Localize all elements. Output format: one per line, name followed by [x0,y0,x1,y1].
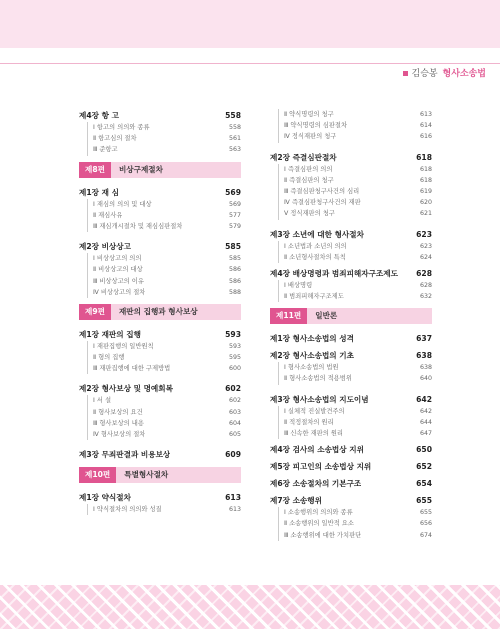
page-number: 632 [419,293,432,301]
header-author: 김승봉 [411,69,438,79]
page-number: 621 [419,210,432,218]
entry-title: 제2장 형사소송법의 기초 [270,351,354,361]
spacer [79,232,241,240]
chapter-entry [270,460,432,473]
page-number: 624 [419,253,432,261]
page-number: 577 [228,211,241,219]
entry-title: 제2장 형사보상 및 명예회복 [79,384,173,394]
page-number: 569 [228,200,241,208]
page-number: 637 [416,334,432,344]
chapter-entry [79,328,241,341]
section-entry [87,122,241,133]
running-header [403,66,486,79]
page-number: 628 [419,281,432,289]
part-title: 재판의 집행과 형사보상 [111,304,241,320]
chapter-entry [270,477,432,490]
entry-title: Ⅰ 배상명령 [284,281,313,289]
entry-title: Ⅰ 재판집행의 일반원칙 [93,342,154,350]
entry-title: Ⅱ 형의 집행 [93,354,125,362]
entry-title: 제4장 항 고 [79,111,119,120]
entry-title: 제2장 비상상고 [79,242,131,252]
chapter-entry [79,448,241,461]
entry-title: 제1장 약식절차 [79,493,131,503]
page-number: 586 [228,266,241,274]
header-book-title: 형사소송법 [442,69,486,79]
section-entry [87,264,241,275]
entry-title: 제2장 즉결심판절차 [270,152,337,162]
section-entry [278,208,432,219]
part-heading [270,308,432,324]
section-entry [278,518,432,529]
page-number: 642 [419,407,432,415]
header-rule [0,63,500,64]
top-color-band [0,0,500,48]
section-entry [87,418,241,429]
chapter-entry [270,332,432,345]
entry-title: 제3장 소년에 대한 형사절차 [270,229,364,239]
page-number: 623 [416,229,432,239]
chapter-entry [270,443,432,456]
entry-title: Ⅲ 즉결심판청구사건의 심리 [284,187,360,195]
page-number: 558 [225,111,241,120]
entry-title: Ⅳ 즉결심판청구사건의 재판 [284,199,361,207]
spacer [79,374,241,382]
section-entry [278,197,432,208]
entry-title: Ⅱ 소송행위의 일반적 요소 [284,520,354,528]
entry-title: 제1장 형사소송법의 성격 [270,334,354,344]
section-entry [87,253,241,264]
section-entry [278,428,432,439]
chapter-entry [270,228,432,241]
entry-title: Ⅲ 재심개시절차 및 재심심판절차 [93,222,183,230]
section-entry [87,221,241,232]
part-heading [79,304,241,320]
section-entry [87,504,241,515]
entry-title: Ⅰ 비상상고의 의의 [93,255,142,263]
entry-title: 제1장 재판의 집행 [79,329,141,339]
entry-title: 제5장 피고인의 소송법상 지위 [270,462,372,472]
page-number: 602 [225,384,241,394]
chapter-entry [79,186,241,199]
entry-title: Ⅱ 항고심의 절차 [93,135,137,143]
entry-title: Ⅲ 재판집행에 대한 구제방법 [93,365,171,373]
section-entry [278,120,432,131]
toc-right-column [270,109,432,541]
page-number: 613 [225,493,241,503]
page-number: 644 [419,418,432,426]
part-title: 특별형사절차 [116,467,241,483]
entry-title: Ⅱ 범죄피해자구조제도 [284,293,344,301]
section-entry [278,507,432,518]
page-number: 655 [419,509,432,517]
page-number: 618 [419,165,432,173]
section-entry [278,131,432,142]
entry-title: Ⅱ 형사소송법의 적용범위 [284,375,352,383]
part-number: 제11편 [270,308,307,324]
entry-title: Ⅰ 즉결심판의 의의 [284,165,333,173]
section-entry [87,133,241,144]
page-number: 638 [416,351,432,361]
entry-title: 제4장 검사의 소송법상 지위 [270,445,364,455]
page-number: 585 [225,242,241,252]
entry-title: Ⅲ 신속한 재판의 원리 [284,430,344,437]
page-number: 569 [225,187,241,197]
bottom-pattern-band [0,585,500,629]
entry-title: 제3장 무죄판결과 비용보상 [79,450,171,460]
page-number: 638 [419,364,432,372]
page-number: 585 [228,255,241,263]
entry-title: Ⅲ 비상상고의 이유 [93,277,144,285]
section-entry [278,241,432,252]
section-entry [278,406,432,417]
entry-title: Ⅱ 소년형사절차의 특칙 [284,253,346,261]
page-number: 593 [225,329,241,339]
entry-title: Ⅰ 소송행위의 의의와 종류 [284,509,353,517]
page-number: 623 [419,242,432,250]
section-entry [278,175,432,186]
part-heading [79,162,241,178]
entry-title: Ⅱ 비상상고의 대상 [93,266,143,274]
chapter-entry [270,151,432,164]
section-entry [87,287,241,298]
page-number: 618 [419,176,432,184]
page-number: 603 [228,408,241,416]
page-number: 619 [419,187,432,195]
entry-title: Ⅱ 적정절차의 원리 [284,418,334,426]
page-number: 650 [416,445,432,455]
section-entry [278,186,432,197]
page-number: 655 [416,496,432,506]
page-number: 652 [416,462,432,472]
entry-title: 제1장 재 심 [79,187,119,197]
entry-title: 제4장 배상명령과 범죄피해자구조제도 [270,268,398,278]
section-entry [87,210,241,221]
chapter-entry [79,240,241,253]
part-heading [79,467,241,483]
entry-title: Ⅲ 형사보상의 내용 [93,419,144,427]
entry-title: Ⅲ 소송행위에 대한 가치판단 [284,531,362,539]
page-number: 616 [419,133,432,141]
page-number: 595 [228,354,241,362]
entry-title: Ⅴ 정식재판의 청구 [284,210,335,218]
page-number: 656 [419,520,432,528]
entry-title: Ⅰ 약식절차의 의의와 성질 [93,506,162,514]
entry-title: Ⅱ 약식명령의 청구 [284,111,334,118]
section-entry [87,407,241,418]
section-entry [278,530,432,541]
part-title: 일반론 [307,308,432,324]
chapter-entry [270,267,432,280]
page-number: 654 [416,479,432,489]
page-number: 642 [416,394,432,404]
page-number: 602 [228,397,241,405]
page-number: 609 [225,450,241,460]
part-number: 제9편 [79,304,111,320]
page-number: 614 [419,122,432,130]
spacer [79,440,241,448]
page-number: 561 [228,135,241,143]
part-number: 제8편 [79,162,111,178]
chapter-entry [270,494,432,507]
entry-title: Ⅰ 소년법과 소년의 의의 [284,242,347,250]
section-entry [87,363,241,374]
part-title: 비상구제절차 [111,162,241,178]
chapter-entry [79,382,241,395]
page-number: 618 [416,152,432,162]
section-entry [87,395,241,406]
page-number: 647 [419,430,432,437]
entry-title: Ⅰ 서 설 [93,397,112,405]
entry-title: Ⅰ 실체적 진실발견주의 [284,407,345,415]
spacer [270,385,432,393]
page-number: 558 [228,124,241,131]
entry-title: Ⅲ 준항고 [93,146,118,154]
section-entry [87,144,241,155]
section-entry [278,252,432,263]
chapter-entry [270,393,432,406]
header-marker-icon [403,71,408,76]
page-number: 640 [419,375,432,383]
page-number: 604 [228,419,241,427]
entry-title: Ⅳ 형사보상의 절차 [93,431,146,438]
entry-title: Ⅰ 재심의 의의 및 대상 [93,200,152,208]
spacer [270,220,432,228]
chapter-entry [270,349,432,362]
page-number: 579 [228,222,241,230]
entry-title: Ⅱ 즉결심판의 청구 [284,176,334,184]
page-number: 620 [419,199,432,207]
entry-title: Ⅳ 비상상고의 절차 [93,288,146,296]
entry-title: 제3장 형사소송법의 지도이념 [270,394,369,404]
page-number: 600 [228,365,241,373]
page-number: 593 [228,342,241,350]
page-number: 613 [419,111,432,118]
page-number: 586 [228,277,241,285]
toc-left-column [79,109,241,515]
entry-title: 제7장 소송행위 [270,496,322,506]
page-number: 674 [419,531,432,539]
section-entry [278,164,432,175]
section-entry [278,417,432,428]
section-entry [278,280,432,291]
page-number: 628 [416,268,432,278]
entry-title: Ⅳ 정식재판의 청구 [284,133,337,141]
entry-title: Ⅱ 형사보상의 요건 [93,408,143,416]
part-number: 제10편 [79,467,116,483]
page-number: 613 [228,506,241,514]
entry-title: Ⅱ 재심사유 [93,211,123,219]
section-entry [87,199,241,210]
section-entry [278,373,432,384]
section-entry [87,352,241,363]
entry-title: Ⅰ 형사소송법의 법원 [284,364,339,372]
entry-title: 제6장 소송절차의 기본구조 [270,479,362,489]
chapter-entry [79,109,241,122]
section-entry [278,291,432,302]
chapter-entry [79,491,241,504]
spacer [270,143,432,151]
page-number: 563 [228,146,241,154]
page-number: 588 [228,288,241,296]
section-entry [278,109,432,120]
section-entry [87,276,241,287]
entry-title: Ⅰ 항고의 의의와 종류 [93,124,150,131]
page-number: 605 [228,431,241,438]
entry-title: Ⅲ 약식명령의 심판절차 [284,122,348,130]
section-entry [87,341,241,352]
section-entry [278,362,432,373]
section-entry [87,429,241,440]
